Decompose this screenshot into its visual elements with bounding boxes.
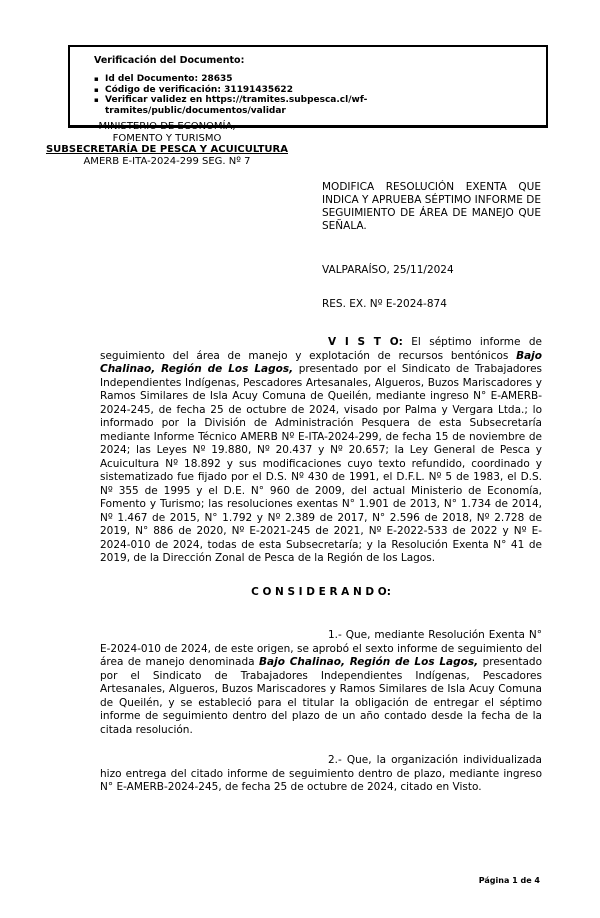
subsecretaria-name: SUBSECRETARÍA DE PESCA Y ACUICULTURA (45, 144, 288, 155)
item1-text-2: presentado por el Sindicato de Trabajadores Independientes Indígenas, Pescadores Artesanales, Algueros, Buzos Mariscadores y Ramos Similares de Isla Acuy Comuna de Queilén, y se estableció para el titular la obligación de entregar el séptimo informe de seguimiento dentro del plazo de un año contado desde la fecha de la citada resolución. (100, 656, 543, 736)
item-number: 1.- (328, 629, 342, 641)
document-body (100, 336, 542, 795)
visto-text-2: presentado por el Sindicato de Trabajadores Independientes Indígenas, Pescadores Artesanales, Algueros, Buzos Mariscadores y Ramos Similares de Isla Acuy Comuna de Queilén, mediante ingreso N° E-AMERB-2024-245, de fecha 25 de octubre de 2024, visado por Palma y Vergara Ltda.; lo informado por la División de Administración Pesquera de esta Subsecretaría mediante Informe Técnico AMERB Nº E-ITA-2024-299, de fecha 15 de noviembre de 2024; las Leyes Nº 19.880, Nº 20.437 y Nº 20.657; la Ley General de Pesca y Acuicultura Nº 18.892 y sus modificaciones cuyo texto refundido, coordinado y sistematizado fue fijado por el D.S. Nº 430 de 1991, el D.F.L. Nº 5 de 1983, el D.S. Nº 355 de 1995 y el D.E. N° 960 de 2009, del actual Ministerio de Economía, Fomento y Turismo; las resoluciones exentas N° 1.901 de 2013, N° 1.734 de 2014, Nº 1.467 de 2015, N° 1.792 y Nº 2.389 de 2017, N° 2.596 de 2018, Nº 2.728 de 2019, N° 886 de 2020, Nº E-2021-245 de 2021, Nº E-2022-533 de 2022 y Nº E-2024-010 de 2024, todas de esta Subsecretaría; y la Resolución Exenta N° 41 de 2019, de la Dirección Zonal de Pesca de la Región de los Lagos. (100, 363, 542, 564)
verification-title: Verificación del Documento: (94, 55, 245, 66)
resolution-number: RES. EX. Nº E-2024-874 (322, 298, 447, 310)
item-number: 2.- (328, 754, 342, 766)
visto-paragraph (100, 336, 542, 566)
list-item (94, 74, 538, 85)
bullet-icon: ▪ (94, 96, 99, 104)
document-id: Id del Documento: 28635 (105, 74, 233, 84)
page-number-label: Página 1 de 4 (478, 876, 540, 885)
considerando-heading: C O N S I D E R A N D O: (251, 585, 391, 598)
letterhead (30, 121, 304, 167)
ministry-name-line1: MINISTERIO DE ECONOMÍA, (98, 121, 236, 132)
file-reference: AMERB E-ITA-2024-299 SEG. Nº 7 (83, 155, 251, 167)
bullet-icon: ▪ (94, 75, 99, 83)
verification-list (94, 74, 538, 116)
verification-box (68, 45, 548, 128)
visto-text-1: El séptimo informe de seguimiento del área de manejo y explotación de recursos bentónicos (100, 336, 542, 362)
considerando-item-1 (100, 629, 542, 737)
visto-label: V I S T O: (328, 336, 403, 348)
item2-text: Que, la organización individualizada hizo entrega del citado informe de seguimiento dentro de plazo, mediante ingreso N° E-AMERB-2024-245, de fecha 25 de octubre de 2024, citado en Visto. (100, 754, 542, 793)
ministry-name-line2: FOMENTO Y TURISMO (112, 132, 222, 144)
resolution-subject: MODIFICA RESOLUCIÓN EXENTA QUE INDICA Y APRUEBA SÉPTIMO INFORME DE SEGUIMIENTO DE ÁREA DE MANEJO QUE SEÑALA. (322, 181, 541, 232)
heading-block (322, 181, 541, 311)
considerando-item-2 (100, 754, 542, 795)
list-item (94, 95, 538, 116)
list-item (94, 85, 538, 96)
item1-text-1: Que, mediante Resolución Exenta N° E-2024-010 de 2024, de este origen, se aprobó el sexto informe de seguimiento del área de manejo denominada (100, 629, 542, 668)
bullet-icon: ▪ (94, 85, 99, 94)
validation-url: Verificar validez en https://tramites.subpesca.cl/wf-tramites/public/documentos/validar (105, 95, 368, 116)
place-and-date: VALPARAÍSO, 25/11/2024 (322, 264, 454, 276)
verification-code: Código de verificación: 31191435622 (105, 84, 293, 95)
area-name: Bajo Chalinao, Región de Los Lagos, (259, 656, 479, 668)
area-name: Bajo Chalinao, Región de Los Lagos, (100, 349, 542, 375)
